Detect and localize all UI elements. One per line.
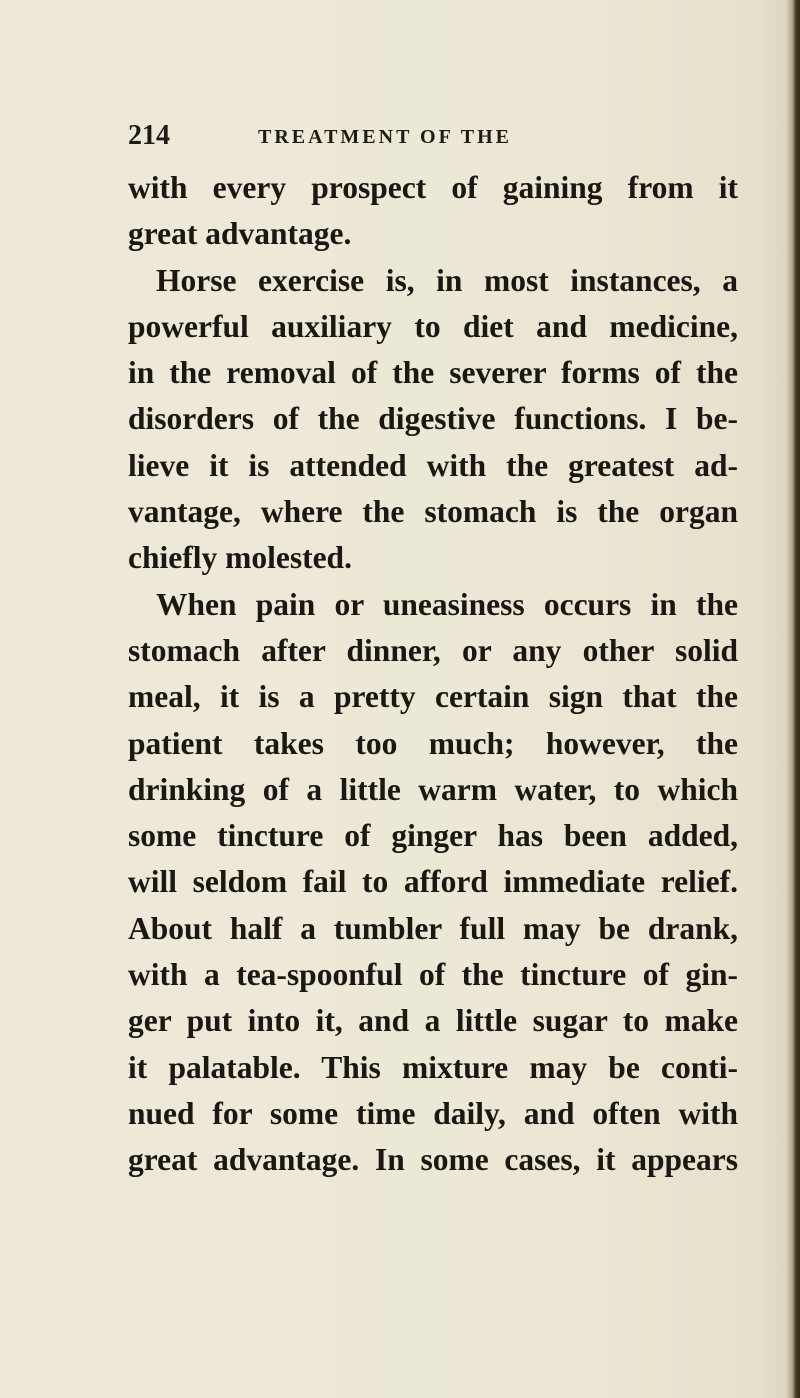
text-line: powerful auxiliary to diet and medicine, xyxy=(128,308,738,344)
text-line: drinking of a little warm water, to which xyxy=(128,771,738,807)
text-line: meal, it is a pretty certain sign that the xyxy=(128,679,738,715)
running-head: TREATMENT OF THE xyxy=(258,126,512,148)
text-line: in the removal of the severer forms of the xyxy=(128,355,738,391)
page-header xyxy=(128,120,748,156)
text-line: great advantage. xyxy=(128,216,352,252)
text-line: disorders of the digestive functions. I be- xyxy=(128,401,738,437)
text-line: some tincture of ginger has been added, xyxy=(128,818,738,854)
text-line: will seldom fail to afford immediate relief. xyxy=(128,864,738,900)
text-line: chiefly molested. xyxy=(128,540,352,576)
page-edge-shadow xyxy=(786,0,800,1398)
text-line: nued for some time daily, and often with xyxy=(128,1095,738,1131)
text-line: stomach after dinner, or any other solid xyxy=(128,632,738,668)
text-line: great advantage. In some cases, it appears xyxy=(128,1142,738,1178)
text-line: ger put into it, and a little sugar to make xyxy=(128,1003,738,1039)
text-line: with a tea-spoonful of the tincture of gin- xyxy=(128,957,738,993)
text-line: Horse exercise is, in most instances, a xyxy=(156,262,738,298)
text-line: patient takes too much; however, the xyxy=(128,725,738,761)
text-line: When pain or uneasiness occurs in the xyxy=(156,586,738,622)
page-number: 214 xyxy=(128,120,170,151)
text-line: it palatable. This mixture may be conti- xyxy=(128,1049,738,1085)
body-text xyxy=(128,165,738,1184)
text-line: About half a tumbler full may be drank, xyxy=(128,910,738,946)
text-line: vantage, where the stomach is the organ xyxy=(128,494,738,530)
text-line: lieve it is attended with the greatest ad- xyxy=(128,447,738,483)
text-line: with every prospect of gaining from it xyxy=(128,170,738,205)
